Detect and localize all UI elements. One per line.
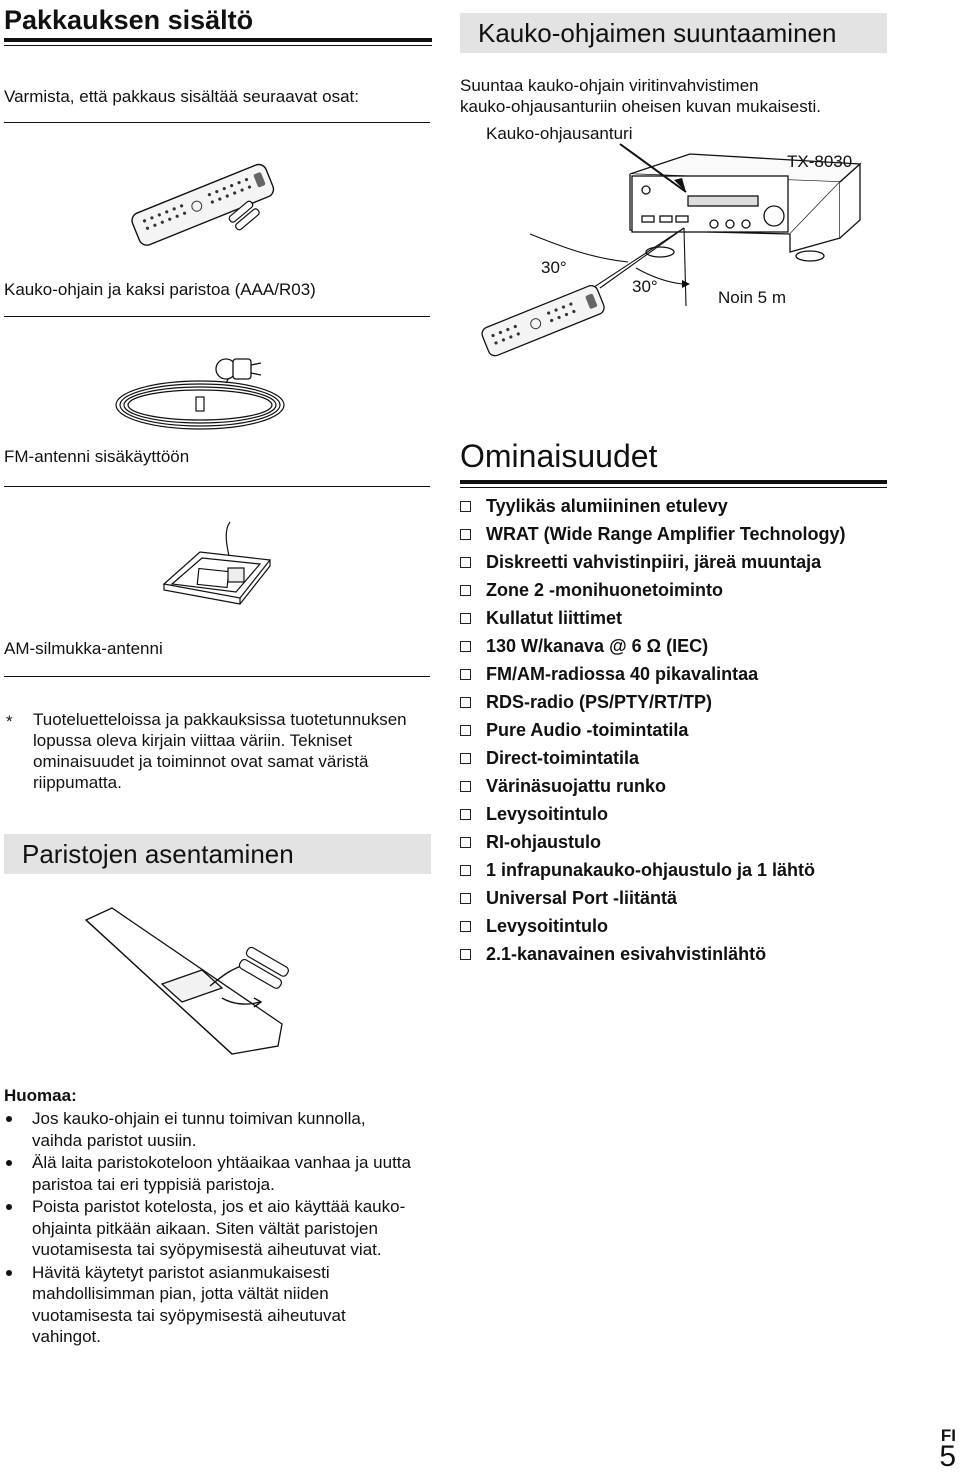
angle-right-label: 30° [632,277,658,296]
language-marker: FI [940,1426,956,1445]
feature-item: Pure Audio -toimintatila [458,716,846,744]
checkbox-icon [460,557,471,568]
checkbox-icon [460,529,471,540]
note-item: Älä laita paristokoteloon yhtäaikaa vanhaa ja uutta paristoa tai eri typpisiä paristoja. [4,1152,414,1195]
feature-item: Universal Port -liitäntä [458,884,846,912]
features-divider-thick [460,480,887,484]
checkbox-icon [460,669,471,680]
feature-item: Kullatut liittimet [458,604,846,632]
checkbox-icon [460,585,471,596]
feature-item: 2.1-kanavainen esivahvistinlähtö [458,940,846,968]
footnote-text: Tuoteluetteloissa ja pakkauksissa tuotetunnuksen lopussa oleva kirjain viittaa väriin. Tekniset ominaisuudet ja toiminnot ovat samat väristä riippumatta. [33,710,407,792]
checkbox-icon [460,949,471,960]
feature-item: RDS-radio (PS/PTY/RT/TP) [458,688,846,716]
checkbox-icon [460,501,471,512]
checkbox-icon [460,781,471,792]
notes-list [4,1108,414,1349]
feature-item: Tyylikäs alumiininen etulevy [458,492,846,520]
battery-installation-illustration [82,906,314,1056]
bullet-icon [6,1204,12,1210]
feature-item: Värinäsuojattu runko [458,772,846,800]
checkbox-icon [460,809,471,820]
feature-item: 130 W/kanava @ 6 Ω (IEC) [458,632,846,660]
checkbox-icon [460,613,471,624]
section-title-remote-aiming: Kauko-ohjaimen suuntaaminen [460,13,887,53]
section-title-battery-install: Paristojen asentaminen [4,834,431,874]
am-antenna-label: AM-silmukka-antenni [4,639,163,658]
feature-item: Zone 2 -monihuonetoiminto [458,576,846,604]
features-list [458,492,846,968]
checkbox-icon [460,641,471,652]
section-title-features: Ominaisuudet [460,438,658,474]
am-antenna-illustration [160,520,275,620]
feature-item: Levysoitintulo [458,800,846,828]
intro-text: Varmista, että pakkaus sisältää seuraavat osat: [4,87,359,106]
aim-text-line-1: Suuntaa kauko-ohjain viritinvahvistimen [460,76,759,95]
checkbox-icon [460,921,471,932]
notes-title: Huomaa: [4,1086,77,1105]
remote-label: Kauko-ohjain ja kaksi paristoa (AAA/R03) [4,280,316,299]
feature-item: WRAT (Wide Range Amplifier Technology) [458,520,846,548]
fm-antenna-label: FM-antenni sisäkäyttöön [4,447,190,466]
divider [4,122,430,123]
section-title-package-contents: Pakkauksen sisältö [4,2,432,42]
model-label: TX-8030 [787,152,853,171]
feature-item: Diskreetti vahvistinpiiri, järeä muuntaja [458,548,846,576]
note-item: Hävitä käytetyt paristot asianmukaisesti mahdollisimman pian, jotta vältät niiden vuotamisesta tai syöpymisestä aiheutuvat vahingot. [4,1262,414,1348]
checkbox-icon [460,753,471,764]
fm-antenna-illustration [108,355,298,445]
divider [4,486,430,487]
divider [4,676,430,677]
features-divider-thin [460,487,887,488]
distance-label: Noin 5 m [718,288,787,307]
note-item: Jos kauko-ohjain ei tunnu toimivan kunnolla, vaihda paristot uusiin. [4,1108,414,1151]
feature-item: FM/AM-radiossa 40 pikavalintaa [458,660,846,688]
checkbox-icon [460,725,471,736]
feature-item: RI-ohjaustulo [458,828,846,856]
note-item: Poista paristot kotelosta, jos et aio käyttää kauko-ohjainta pitkään aikaan. Siten vältät paristojen vuotamisesta tai syöpymisestä aiheutuvat viat. [4,1196,414,1261]
bullet-icon [6,1116,12,1122]
angle-left-label: 30° [541,258,567,277]
feature-item: Levysoitintulo [458,912,846,940]
aim-text-line-2: kauko-ohjausanturiin oheisen kuvan mukaisesti. [460,97,821,116]
divider [4,316,430,317]
checkbox-icon [460,865,471,876]
bullet-icon [6,1160,12,1166]
checkbox-icon [460,893,471,904]
bullet-icon [6,1270,12,1276]
footnote-mark: * [6,712,13,731]
page-number: 5 [939,1440,956,1473]
checkbox-icon [460,697,471,708]
feature-item: Direct-toimintatila [458,744,846,772]
checkbox-icon [460,837,471,848]
remote-with-batteries-illustration [132,158,272,248]
feature-item: 1 infrapunakauko-ohjaustulo ja 1 lähtö [458,856,846,884]
sensor-label: Kauko-ohjausanturi [486,124,633,143]
